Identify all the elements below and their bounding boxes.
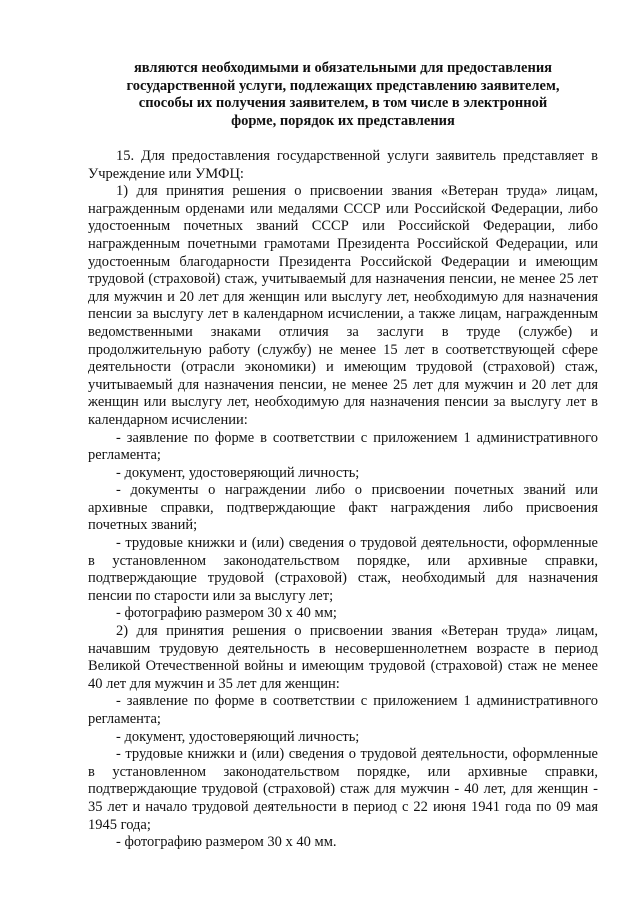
heading-line: являются необходимыми и обязательными для предоставления xyxy=(133,60,553,76)
list-item: - фотографию размером 30 х 40 мм; xyxy=(116,605,337,622)
heading-line: форме, порядок их представления xyxy=(231,112,455,129)
list-item: - заявление по форме в соответствии с приложением 1 административного регламента; xyxy=(88,693,598,727)
document-body xyxy=(88,148,598,852)
list-item: - документ, удостоверяющий личность; xyxy=(116,464,360,481)
list-item: - фотографию размером 30 х 40 мм. xyxy=(116,834,337,851)
section-heading xyxy=(88,60,598,130)
document-page xyxy=(88,60,598,852)
heading-line: государственной услуги, подлежащих представлению заявителем, xyxy=(126,77,560,94)
list-item: - трудовые книжки и (или) сведения о трудовой деятельности, оформленные в установленном законодательством порядке, или архивные справки, подтверждающие трудовой (страховой) стаж, необходимый для назначения пенсии по старости или за выслугу лет; xyxy=(88,535,598,604)
paragraph-subclause-2: 2) для принятия решения о присвоении звания «Ветеран труда» лицам, начавшим трудовую деятельность в несовершеннолетнем возрасте в период Великой Отечественной войны и имеющим трудовой (страховой) стаж не менее 40 лет для мужчин и 35 лет для женщин: xyxy=(88,623,598,692)
list-item: - документы о награждении либо о присвоении почетных званий или архивные справки, подтверждающие факт награждения либо присвоения почетных званий; xyxy=(88,482,598,534)
heading-line: способы их получения заявителем, в том числе в электронной xyxy=(138,95,548,111)
list-item: - документ, удостоверяющий личность; xyxy=(116,728,360,745)
list-item: - заявление по форме в соответствии с приложением 1 административного регламента; xyxy=(88,429,598,464)
paragraph-clause-15: 15. Для предоставления государственной услуги заявитель представляет в Учреждение или УМФЦ: xyxy=(88,148,598,182)
paragraph-subclause-1: 1) для принятия решения о присвоении звания «Ветеран труда» лицам, награжденным орденами или медалями СССР или Российской Федерации, либо удостоенным почетных званий СССР или Российской Федерации, либо награжденным почетными грамотами Президента Российской Федерации, или удостоенным благодарности Президента Российской Федерации и имеющим трудовой (страховой) стаж, учитываемый для назначения пенсии, не менее 25 лет для мужчин и 20 лет для женщин или выслугу лет, необходимую для назначения пенсии за выслугу лет в календарном исчислении, а также лицам, награжденным ведомственными знаками отличия за заслуги в труде (службе) и продолжительную работу (службу) не менее 15 лет в соответствующей сфере деятельности (отрасли экономики) и имеющим трудовой (страховой) стаж, учитываемый для назначения пенсии, не менее 25 лет для мужчин и 20 лет для женщин или выслугу лет, необходимую для назначения пенсии за выслугу лет в календарном исчислении: xyxy=(88,183,598,428)
list-item: - трудовые книжки и (или) сведения о трудовой деятельности, оформленные в установленном законодательством порядке, или архивные справки, подтверждающие трудовой (страховой) стаж для мужчин - 40 лет, для женщин - 35 лет и начало трудовой деятельности в период с 22 июня 1941 года по 09 мая 1945 года; xyxy=(88,746,598,833)
